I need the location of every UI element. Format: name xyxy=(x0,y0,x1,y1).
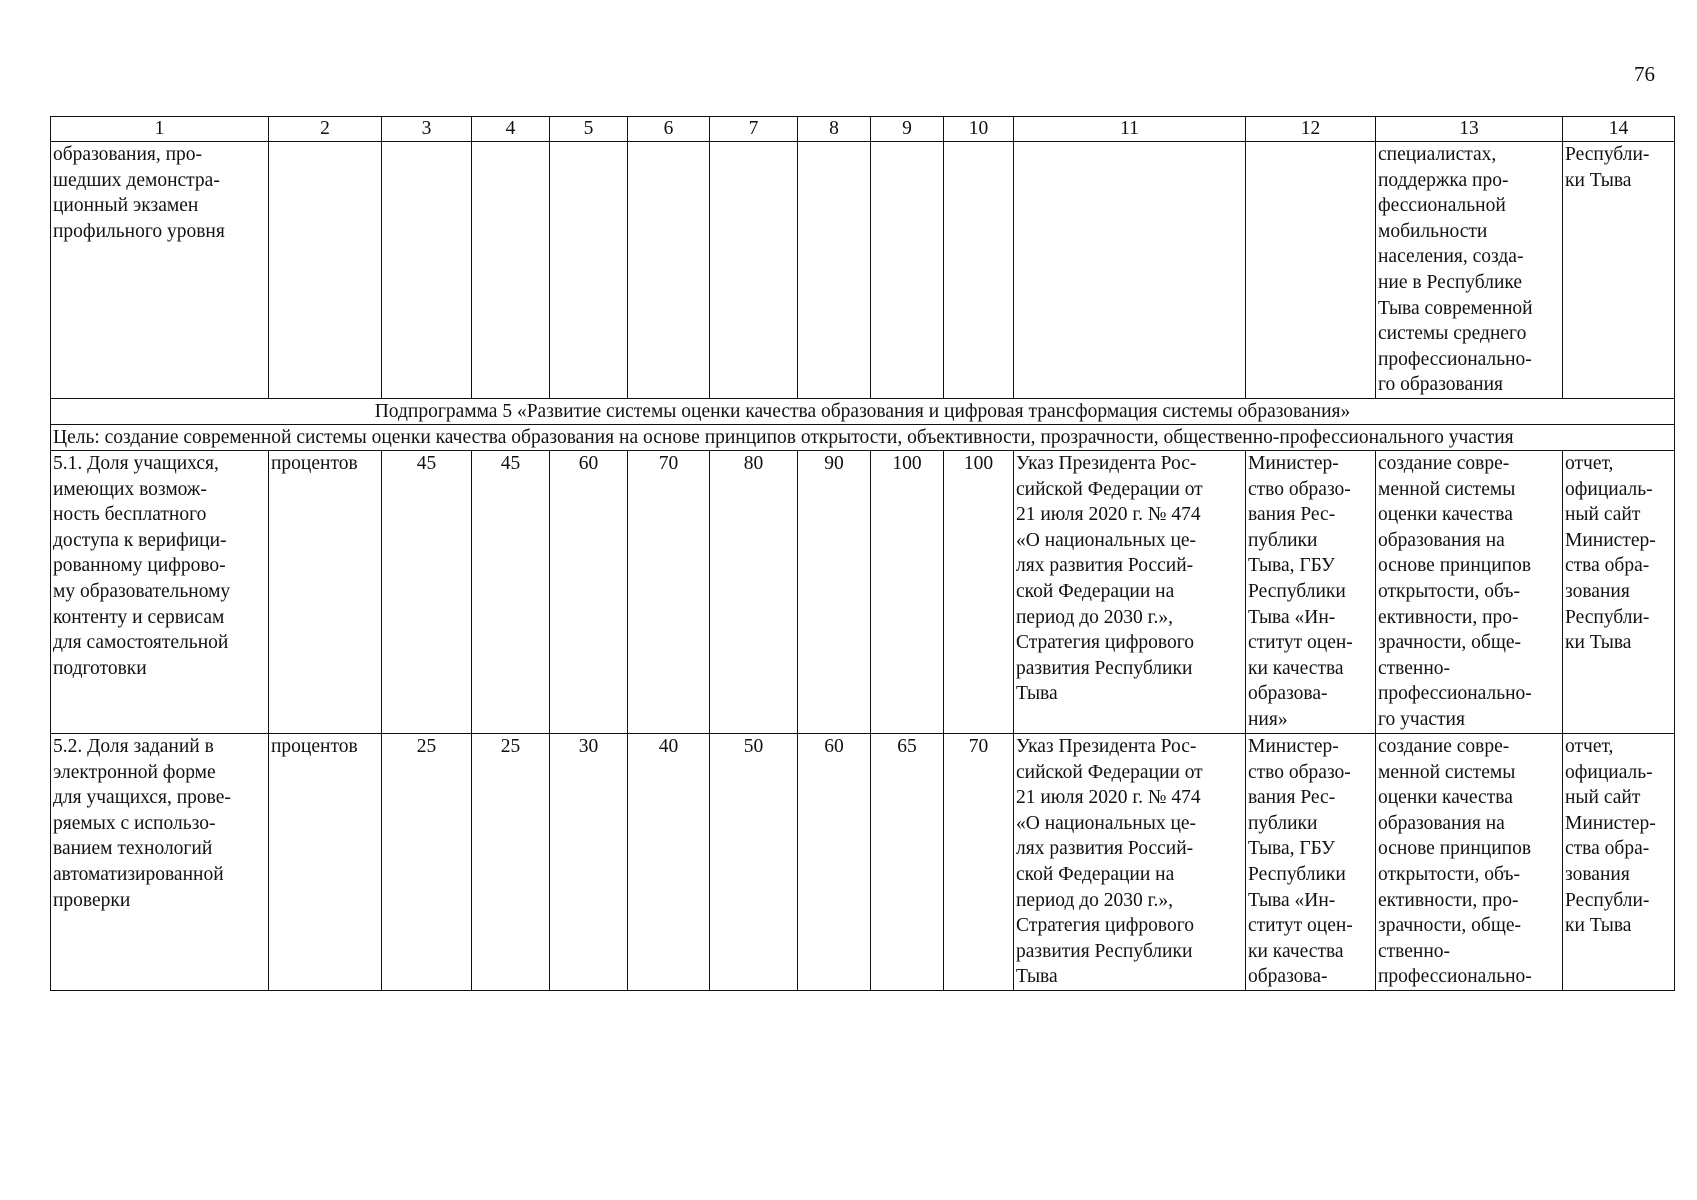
empty-cell xyxy=(1014,142,1246,399)
subprogram-title: Подпрограмма 5 «Развитие системы оценки качества образования и цифровая трансформация системы образования» xyxy=(51,398,1675,424)
value-cell: 25 xyxy=(382,733,472,990)
empty-cell xyxy=(871,142,944,399)
empty-cell xyxy=(628,142,710,399)
continuation-row xyxy=(51,142,1675,399)
empty-cell xyxy=(710,142,798,399)
value-cell: 60 xyxy=(798,733,871,990)
value-cell: 45 xyxy=(472,450,550,733)
goal-row xyxy=(51,424,1675,450)
indicator-cell: 5.2. Доля заданий в электронной форме для учащихся, прове- ряемых с использо- ванием технологий автоматизированной проверки xyxy=(51,733,269,990)
indicator-cell: 5.1. Доля учащихся, имеющих возмож- ность бесплатного доступа к верифици- рованному цифрово- му образовательному контенту и сервисам для самостоятельной подготовки xyxy=(51,450,269,733)
subprogram-row xyxy=(51,398,1675,424)
column-number: 14 xyxy=(1563,117,1675,142)
value-cell: 100 xyxy=(944,450,1014,733)
value-cell: 70 xyxy=(944,733,1014,990)
empty-cell xyxy=(269,142,382,399)
column-number: 9 xyxy=(871,117,944,142)
value-cell: 70 xyxy=(628,450,710,733)
result-cell: создание совре- менной системы оценки качества образования на основе принципов открытости, объ- ективности, про- зрачности, обще- ственно- профессионально- го участия xyxy=(1376,450,1563,733)
table-row xyxy=(51,450,1675,733)
column-number: 7 xyxy=(710,117,798,142)
column-number: 10 xyxy=(944,117,1014,142)
value-cell: 25 xyxy=(472,733,550,990)
empty-cell xyxy=(550,142,628,399)
unit-cell: процентов xyxy=(269,733,382,990)
column-numbers-row xyxy=(51,117,1675,142)
column-number: 8 xyxy=(798,117,871,142)
value-cell: 100 xyxy=(871,450,944,733)
value-cell: 90 xyxy=(798,450,871,733)
value-cell: 45 xyxy=(382,450,472,733)
column-number: 1 xyxy=(51,117,269,142)
value-cell: 65 xyxy=(871,733,944,990)
column-number: 12 xyxy=(1246,117,1376,142)
page-number: 76 xyxy=(1634,62,1655,86)
value-cell: 40 xyxy=(628,733,710,990)
empty-cell xyxy=(1246,142,1376,399)
value-cell: 30 xyxy=(550,733,628,990)
empty-cell xyxy=(472,142,550,399)
indicators-table xyxy=(50,116,1675,991)
value-cell: 80 xyxy=(710,450,798,733)
table-row xyxy=(51,733,1675,990)
empty-cell xyxy=(798,142,871,399)
unit-cell: процентов xyxy=(269,450,382,733)
column-number: 5 xyxy=(550,117,628,142)
source-cell: отчет, официаль- ный сайт Министер- ства обра- зования Республи- ки Тыва xyxy=(1563,733,1675,990)
column-number: 13 xyxy=(1376,117,1563,142)
column-number: 2 xyxy=(269,117,382,142)
value-cell: 60 xyxy=(550,450,628,733)
empty-cell xyxy=(382,142,472,399)
value-cell: 50 xyxy=(710,733,798,990)
goal-text: Цель: создание современной системы оценки качества образования на основе принципов открытости, объективности, прозрачности, общественно-профессионального участия xyxy=(51,424,1675,450)
responsible-cell: Министер- ство образо- вания Рес- публики Тыва, ГБУ Республики Тыва «Ин- ститут оцен- ки качества образова- xyxy=(1246,733,1376,990)
indicator-cell: образования, про- шедших демонстра- ционный экзамен профильного уровня xyxy=(51,142,269,399)
result-cell: специалистах, поддержка про- фессиональной мобильности населения, созда- ние в Республике Тыва современной системы среднего профессионально- го образования xyxy=(1376,142,1563,399)
basis-cell: Указ Президента Рос- сийской Федерации от 21 июля 2020 г. № 474 «О национальных це- лях развития Россий- ской Федерации на период до 2030 г.», Стратегия цифрового развития Республики Тыва xyxy=(1014,450,1246,733)
result-cell: создание совре- менной системы оценки качества образования на основе принципов открытости, объ- ективности, про- зрачности, обще- ственно- профессионально- xyxy=(1376,733,1563,990)
empty-cell xyxy=(944,142,1014,399)
column-number: 4 xyxy=(472,117,550,142)
basis-cell: Указ Президента Рос- сийской Федерации от 21 июля 2020 г. № 474 «О национальных це- лях развития Россий- ской Федерации на период до 2030 г.», Стратегия цифрового развития Республики Тыва xyxy=(1014,733,1246,990)
responsible-cell: Министер- ство образо- вания Рес- публики Тыва, ГБУ Республики Тыва «Ин- ститут оцен- ки качества образова- ния» xyxy=(1246,450,1376,733)
source-cell: отчет, официаль- ный сайт Министер- ства обра- зования Республи- ки Тыва xyxy=(1563,450,1675,733)
column-number: 6 xyxy=(628,117,710,142)
source-cell: Республи- ки Тыва xyxy=(1563,142,1675,399)
column-number: 11 xyxy=(1014,117,1246,142)
column-number: 3 xyxy=(382,117,472,142)
